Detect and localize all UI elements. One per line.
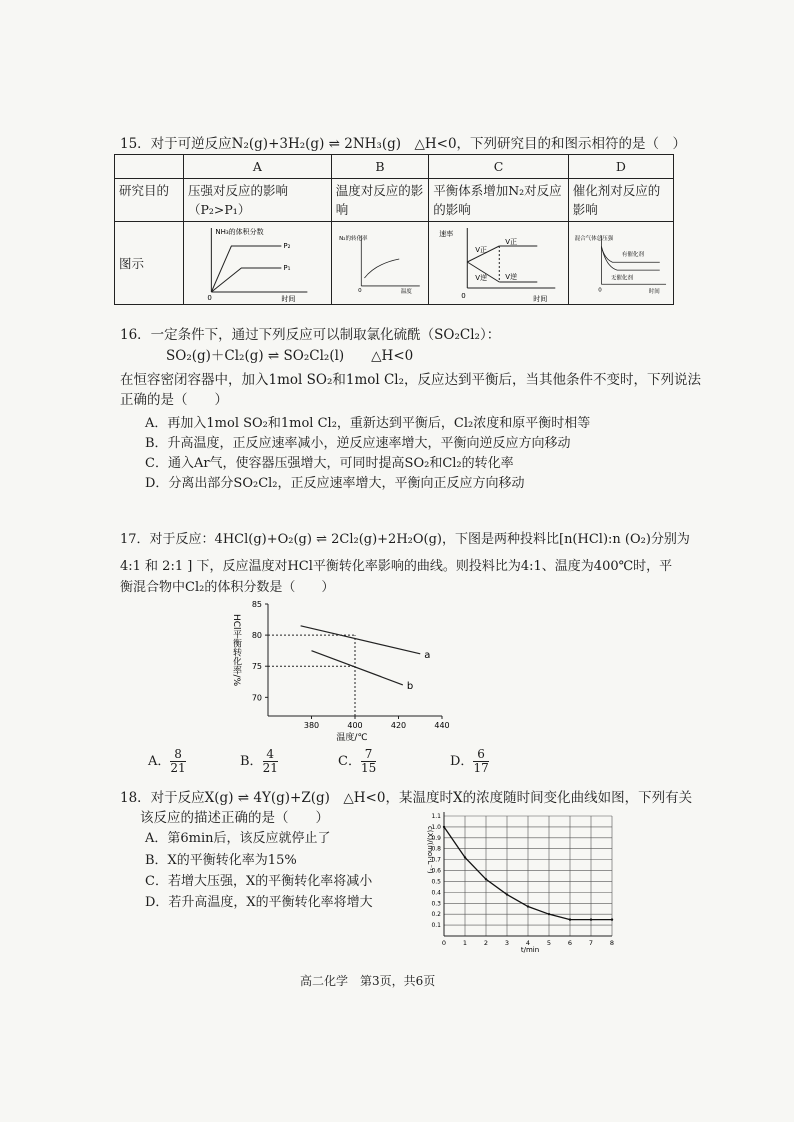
- q15-figure-b: [331, 222, 429, 305]
- page-footer: 高二化学 第3页，共6页: [300, 974, 436, 988]
- q18-option-a: A．第6min后，该反应就停止了: [145, 831, 331, 846]
- chart18-x-tick: 2: [483, 939, 489, 947]
- figD-ylabel: 混合气体总压强: [574, 236, 613, 243]
- q17-d-den: 17: [473, 761, 489, 775]
- q17-d-num: 6: [473, 748, 488, 762]
- chart18-point: [443, 826, 445, 828]
- figD-xlabel: 时间: [648, 288, 660, 295]
- q17-a-num: 8: [170, 748, 185, 762]
- figC-xlabel: 时间: [533, 295, 548, 302]
- q15-header-d: D: [568, 155, 673, 179]
- chart18-x-tick: 5: [546, 939, 552, 947]
- q16-option-b: B．升高温度，正反应速率减小，逆反应速率增大，平衡向逆反应方向移动: [145, 436, 571, 451]
- q16-line2: 在恒容密闭容器中，加入1mol SO₂和1mol Cl₂，反应达到平衡后，当其他条件不变时，下列说法: [120, 372, 702, 388]
- q17-option-a: A． $\frac{8}{21}$: [148, 747, 186, 775]
- chart18-y-tick: 0.3: [431, 900, 441, 908]
- figA-ylabel: NH₃的体积分数: [215, 228, 264, 236]
- q15-row-purpose-label: 研究目的: [115, 179, 184, 222]
- concentration-time-chart: [420, 808, 620, 956]
- chart17-x-tick: 420: [390, 721, 407, 730]
- chart18-y-tick: 1.1: [431, 813, 441, 820]
- figA-p1-label: P₁: [283, 264, 291, 272]
- chart18-point: [569, 918, 571, 920]
- q15-purpose-d: 催化剂对反应的影响: [568, 179, 673, 222]
- chart17-xlabel: 温度/℃: [336, 733, 368, 743]
- figC-ylabel: 速率: [439, 230, 454, 238]
- chart17-x-tick: 380: [303, 721, 320, 730]
- q15-stem: 15．对于可逆反应N₂(g)+3H₂(g) ⇌ 2NH₃(g) △H<0，下列研究目的和图示相符的是（ ）: [120, 136, 687, 152]
- chart18-x-tick: 7: [588, 939, 594, 947]
- q17-c-num: 7: [361, 748, 376, 762]
- chart17-y-tick: 80: [251, 631, 262, 641]
- chart17-y-tick: 70: [251, 693, 262, 703]
- chart18-xlabel: t/min: [520, 946, 540, 954]
- figA-p2-label: P₂: [283, 242, 291, 250]
- chart18-x-tick: 3: [504, 939, 510, 947]
- q15-purpose-c: 平衡体系增加N₂对反应的影响: [429, 179, 569, 222]
- figC-v-forward-2: V正: [505, 238, 518, 246]
- chart17-series-b: [312, 651, 403, 685]
- pressure-catalyst-graph: [573, 224, 669, 302]
- figB-ylabel: N₂的转化率: [338, 236, 368, 243]
- chart17-series-label-a: a: [424, 649, 431, 661]
- q15-figure-d: [568, 222, 673, 305]
- chart18-point: [464, 856, 466, 858]
- chart17-x-tick: 400: [347, 721, 363, 730]
- rate-time-graph: [433, 224, 564, 302]
- figC-v-reverse-2: V逆: [505, 273, 518, 281]
- q15-figure-a: [184, 222, 332, 305]
- chart17-y-tick: 75: [251, 662, 262, 672]
- q17-line2: 4:1 和 2:1 ] 下，反应温度对HCl平衡转化率影响的曲线。则投料比为4:1、温度为400℃时，平: [120, 559, 673, 574]
- chart17-x-tick: 440: [434, 721, 450, 730]
- q16-option-d: D．分离出部分SO₂Cl₂，正反应速率增大，平衡向正反应方向移动: [145, 476, 525, 491]
- chart18-y-tick: 0.1: [431, 922, 441, 930]
- q15-header-b: B: [331, 155, 429, 179]
- chart18-point: [590, 918, 592, 920]
- chart18-y-tick: 1.0: [431, 823, 441, 831]
- chart18-y-tick: 0.5: [431, 878, 441, 886]
- q15-header-a: A: [184, 155, 332, 179]
- chart18-point: [527, 905, 529, 907]
- q15-header-c: C: [429, 155, 569, 179]
- q15-table: [114, 154, 674, 305]
- q16-stem: 16．一定条件下，通过下列反应可以制取氯化硫酰（SO₂Cl₂）：: [120, 327, 501, 343]
- q17-stem: 17．对于反应：4HCl(g)+O₂(g) ⇌ 2Cl₂(g)+2H₂O(g)，下图是两种投料比[n(HCl):n (O₂)分别为: [120, 532, 690, 547]
- chart18-y-tick: 0.9: [431, 834, 441, 842]
- figB-xlabel: 温度: [400, 289, 412, 296]
- chart18-y-tick: 0.4: [431, 889, 441, 897]
- q17-b-num: 4: [263, 748, 278, 762]
- q18-line2: 该反应的描述正确的是（ ）: [140, 810, 329, 826]
- chart17-series-a: [301, 626, 421, 654]
- chart17-y-tick: 85: [251, 600, 262, 609]
- figB-origin: 0: [357, 288, 362, 295]
- chart18-point: [548, 913, 550, 915]
- figC-v-forward: V正: [475, 246, 488, 254]
- chart18-y-tick: 0.6: [431, 867, 441, 875]
- hcl-conversion-chart: [222, 598, 462, 746]
- q16-equation: SO₂(g)＋Cl₂(g) ⇌ SO₂Cl₂(l) △H<0: [166, 348, 414, 364]
- q17-line3: 衡混合物中Cl₂的体积分数是（ ）: [120, 580, 335, 595]
- chart18-x-tick: 4: [525, 939, 531, 947]
- temperature-conversion-graph: [336, 224, 425, 302]
- chart18-x-tick: 8: [609, 939, 615, 947]
- figA-origin: 0: [207, 294, 212, 302]
- q17-b-den: 21: [262, 761, 278, 775]
- chart18-y-tick: 0.7: [431, 856, 441, 864]
- chart17-ylabel: HCl平衡转化率/%: [231, 614, 241, 687]
- q17-option-d: D． $\frac{6}{17}$: [450, 747, 489, 775]
- chart18-x-tick: 1: [462, 939, 468, 947]
- chart18-y-tick: 0.2: [431, 911, 441, 919]
- chart18-x-tick: 6: [567, 939, 573, 947]
- figC-origin: 0: [461, 292, 466, 300]
- chart18-point: [485, 878, 487, 880]
- q16-option-a: A．再加入1mol SO₂和1mol Cl₂，重新达到平衡后，Cl₂浓度和原平衡时相等: [145, 416, 591, 431]
- figA-xlabel: 时间: [281, 295, 296, 302]
- q18-option-d: D．若升高温度，X的平衡转化率将增大: [145, 895, 373, 910]
- chart18-point: [506, 893, 508, 895]
- pressure-time-graph: [188, 224, 327, 302]
- chart18-ylabel: c(X)/(mol·L⁻¹): [426, 826, 434, 874]
- q15-figure-c: [429, 222, 569, 305]
- figD-origin: 0: [598, 287, 602, 294]
- q17-option-c: C． $\frac{7}{15}$: [338, 747, 377, 775]
- figC-v-reverse: V逆: [475, 274, 488, 282]
- q17-a-den: 21: [170, 761, 186, 775]
- figD-no-catalyst-label: 无催化剂: [610, 275, 633, 282]
- chart17-series-label-b: b: [406, 680, 414, 692]
- q18-option-c: C．若增大压强，X的平衡转化率将减小: [145, 874, 373, 889]
- figD-catalyst-label: 有催化剂: [621, 251, 644, 258]
- chart18-x-tick: 0: [441, 939, 447, 947]
- q17-option-b: B． $\frac{4}{21}$: [240, 747, 278, 775]
- chart18-y-tick: 0.8: [431, 845, 441, 853]
- q18-stem: 18．对于反应X(g) ⇌ 4Y(g)+Z(g) △H<0，某温度时X的浓度随时间变化曲线如图，下列有关: [120, 790, 693, 806]
- q15-purpose-a: 压强对反应的影响（P₂>P₁）: [184, 179, 332, 222]
- q18-option-b: B．X的平衡转化率为15%: [145, 853, 297, 868]
- q17-c-den: 15: [360, 761, 377, 775]
- q15-row-figure-label: 图示: [115, 222, 184, 305]
- q16-option-c: C．通入Ar气，使容器压强增大，可同时提高SO₂和Cl₂的转化率: [145, 456, 514, 471]
- chart18-point: [611, 918, 613, 920]
- q16-line3: 正确的是（ ）: [120, 392, 228, 408]
- q15-purpose-b: 温度对反应的影响: [331, 179, 429, 222]
